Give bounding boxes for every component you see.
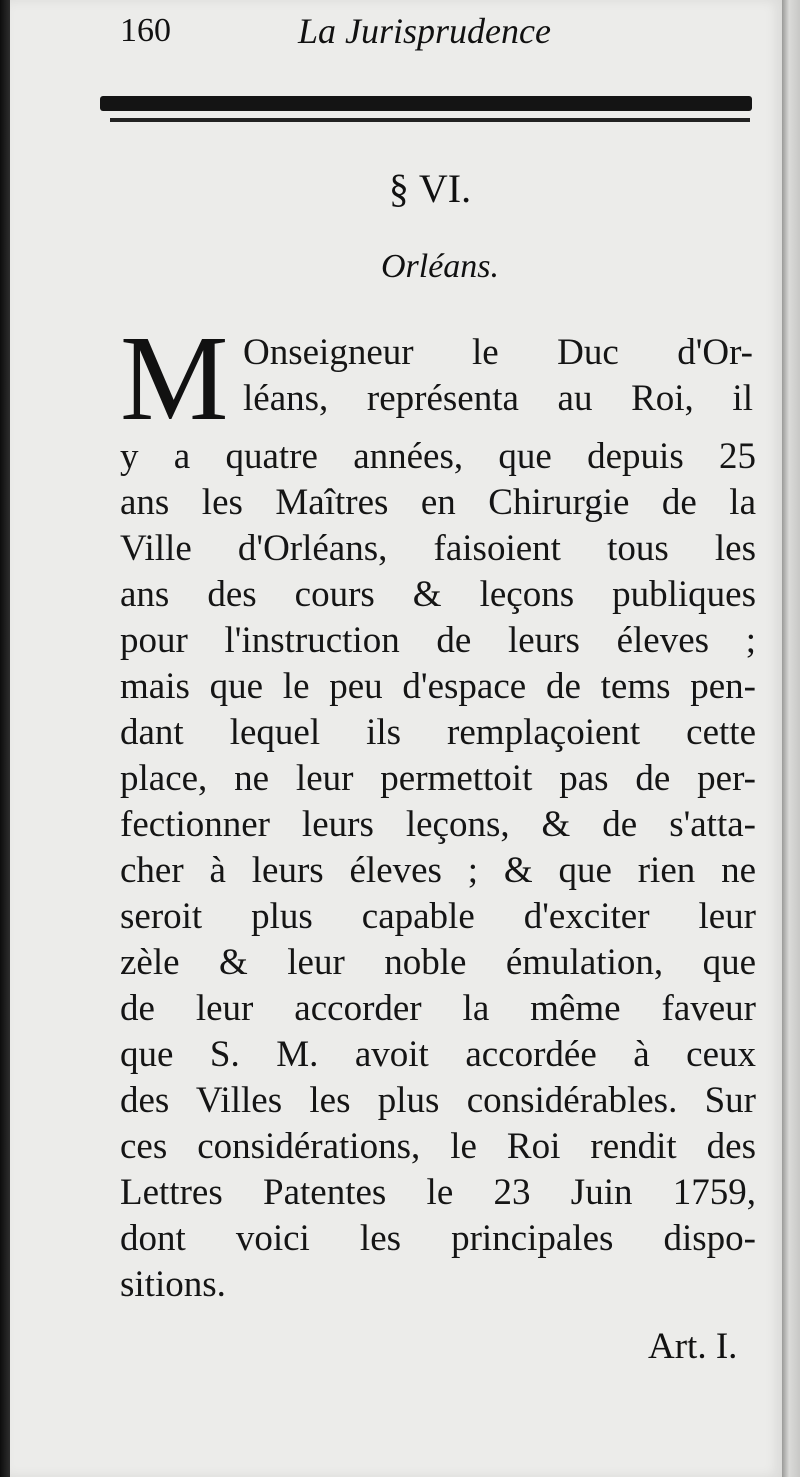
drop-cap: M <box>120 311 229 446</box>
running-title: La Jurisprudence <box>298 11 551 51</box>
text-line: dont voici les principales dispo- <box>120 1218 756 1259</box>
text-line: zèle & leur noble émulation, que <box>120 942 756 983</box>
text-line: dant lequel ils remplaçoient cette <box>120 712 756 753</box>
thick-rule-line <box>100 96 752 111</box>
section-number: VI. <box>418 166 472 211</box>
text-line: seroit plus capable d'exciter leur <box>120 896 756 937</box>
text-line: de leur accorder la même faveur <box>120 988 756 1029</box>
text-line: ans les Maîtres en Chirurgie de la <box>120 482 756 523</box>
running-header <box>120 8 640 58</box>
text-line: cher à leurs éleves ; & que rien ne <box>120 850 756 891</box>
text-line: Onseigneur le Duc d'Or- <box>243 332 753 373</box>
page-number: 160 <box>120 12 171 49</box>
text-line: place, ne leur permettoit pas de per- <box>120 758 756 799</box>
thin-rule-line <box>110 118 750 122</box>
section-subtitle: Orléans. <box>380 248 500 285</box>
text-line: léans, représenta au Roi, il <box>243 378 753 419</box>
catchword: Art. I. <box>648 1326 738 1367</box>
text-line: pour l'instruction de leurs éleves ; <box>120 620 756 661</box>
text-line: Ville d'Orléans, faisoient tous les <box>120 528 756 569</box>
text-line: ces considérations, le Roi rendit des <box>120 1126 756 1167</box>
section-sign: § <box>388 166 409 211</box>
text-line: ans des cours & leçons publiques <box>120 574 756 615</box>
text-line: sitions. <box>120 1264 226 1305</box>
section-heading <box>0 165 800 212</box>
header-rule <box>100 96 752 126</box>
text-line: des Villes les plus considérables. Sur <box>120 1080 756 1121</box>
text-line: mais que le peu d'espace de tems pen- <box>120 666 756 707</box>
text-line: que S. M. avoit accordée à ceux <box>120 1034 756 1075</box>
text-line: y a quatre années, que depuis 25 <box>120 436 756 477</box>
text-line: fectionner leurs leçons, & de s'atta- <box>120 804 756 845</box>
text-line: Lettres Patentes le 23 Juin 1759, <box>120 1172 756 1213</box>
body-paragraph <box>0 330 800 1330</box>
